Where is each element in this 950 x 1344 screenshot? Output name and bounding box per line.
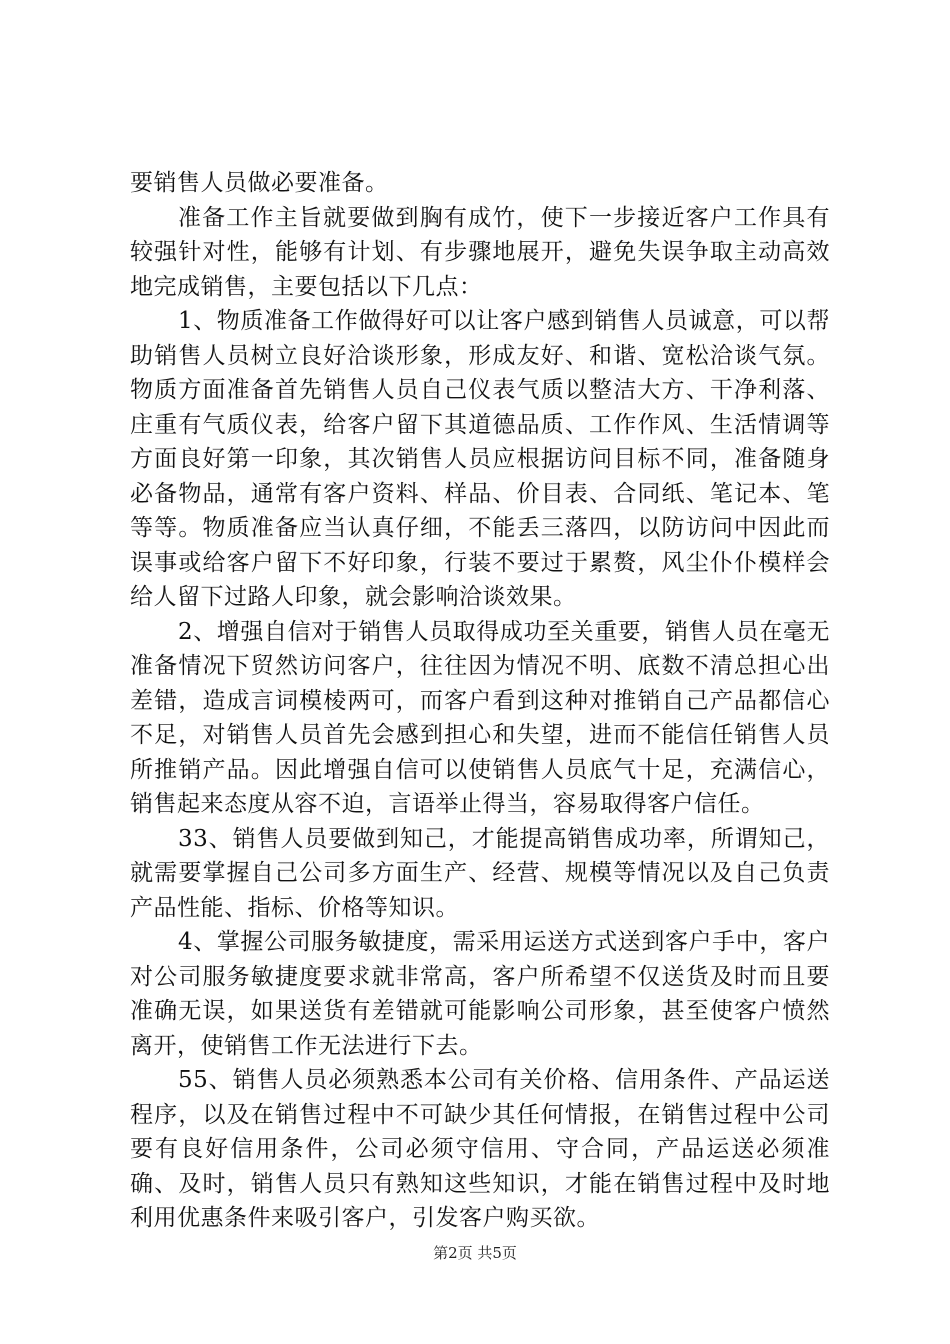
- paragraph-point-3: 33、销售人员要做到知己，才能提高销售成功率，所谓知己，就需要掌握自己公司多方面生产、经营、规模等情况以及自己负责产品性能、指标、价格等知识。: [130, 825, 830, 921]
- paragraph-continuation: 要销售人员做必要准备。: [130, 170, 389, 196]
- paragraph-point-1: 1、物质准备工作做得好可以让客户感到销售人员诚意，可以帮助销售人员树立良好洽谈形象，形成友好、和谐、宽松洽谈气氛。物质方面准备首先销售人员自己仪表气质以整洁大方、干净利落、庄重有气质仪表，给客户留下其道德品质、工作作风、生活情调等方面良好第一印象，其次销售人员应根据访问目标不同，准备随身必备物品，通常有客户资料、样品、价目表、合同纸、笔记本、笔等等。物质准备应当认真仔细，不能丢三落四，以防访问中因此而误事或给客户留下不好印象，行装不要过于累赘，风尘仆仆模样会给人留下过路人印象，就会影响洽谈效果。: [130, 308, 830, 610]
- paragraph-intro: 准备工作主旨就要做到胸有成竹，使下一步接近客户工作具有较强针对性，能够有计划、有步骤地展开，避免失误争取主动高效地完成销售，主要包括以下几点：: [130, 204, 830, 300]
- paragraph-point-4: 4、掌握公司服务敏捷度，需采用运送方式送到客户手中，客户对公司服务敏捷度要求就非常高，客户所希望不仅送货及时而且要准确无误，如果送货有差错就可能影响公司形象，甚至使客户愤然离开，使销售工作无法进行下去。: [130, 929, 830, 1059]
- document-body: [130, 166, 830, 1236]
- page-number-footer: 第2页 共5页: [433, 1244, 517, 1262]
- paragraph-point-5: 55、销售人员必须熟悉本公司有关价格、信用条件、产品运送程序，以及在销售过程中不可缺少其任何情报，在销售过程中公司要有良好信用条件，公司必须守信用、守合同，产品运送必须准确、及时，销售人员只有熟知这些知识，才能在销售过程中及时地利用优惠条件来吸引客户，引发客户购买欲。: [130, 1067, 830, 1231]
- paragraph-point-2: 2、增强自信对于销售人员取得成功至关重要，销售人员在毫无准备情况下贸然访问客户，往往因为情况不明、底数不清总担心出差错，造成言词模棱两可，而客户看到这种对推销自己产品都信心不足，对销售人员首先会感到担心和失望，进而不能信任销售人员所推销产品。因此增强自信可以使销售人员底气十足，充满信心，销售起来态度从容不迫，言语举止得当，容易取得客户信任。: [130, 618, 830, 817]
